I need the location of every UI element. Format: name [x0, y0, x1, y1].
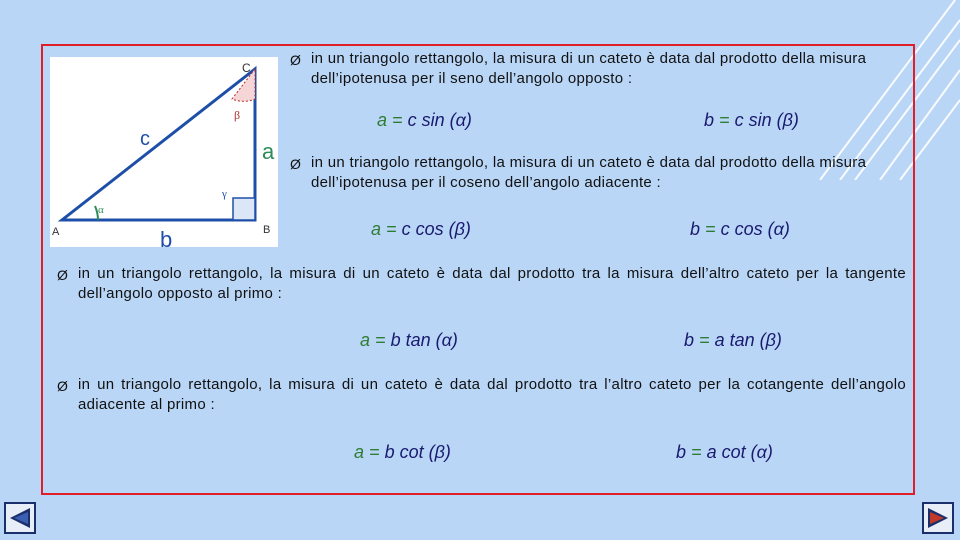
formula: b = c cos (α)	[690, 219, 790, 239]
rule-text: in un triangolo rettangolo, la misura di un cateto è data dal prodotto della misura dell’ipotenusa per il coseno dell’angolo adiacente :	[311, 154, 867, 191]
next-slide-button[interactable]	[922, 502, 954, 534]
angle-gamma-label: γ	[222, 188, 227, 200]
side-a-label: a	[262, 139, 275, 164]
arrow-left-icon	[4, 502, 36, 534]
bullet-marker: Ø	[290, 52, 301, 68]
angle-beta-label: β	[234, 108, 241, 122]
vertex-c-label: C	[242, 61, 251, 75]
vertex-a-label: A	[52, 226, 60, 238]
vertex-b-label: B	[263, 224, 271, 236]
formula: a = b cot (β)	[354, 442, 451, 462]
formula: a = c sin (α)	[377, 110, 472, 130]
formula: b = c sin (β)	[704, 110, 799, 130]
bullet-marker: Ø	[290, 156, 301, 172]
formula: a = c cos (β)	[371, 219, 471, 239]
side-c-label: c	[140, 128, 150, 150]
triangle-figure	[50, 57, 278, 247]
prev-slide-button[interactable]	[4, 502, 36, 534]
formula: a = b tan (α)	[360, 330, 458, 350]
arrow-right-icon	[922, 502, 954, 534]
formula: b = a cot (α)	[676, 442, 773, 462]
formula: b = a tan (β)	[684, 330, 782, 350]
bullet-marker: Ø	[57, 267, 68, 283]
bullet-marker: Ø	[57, 378, 68, 394]
rule-text: in un triangolo rettangolo, la misura di un cateto è data dal prodotto tra la misura dell’altro cateto per la tangente dell’angolo opposto al primo :	[78, 265, 906, 302]
rule-text: in un triangolo rettangolo, la misura di un cateto è data dal prodotto della misura dell’ipotenusa per il seno dell’angolo opposto :	[311, 50, 867, 87]
rule-text: in un triangolo rettangolo, la misura di un cateto è data dal prodotto tra l’altro cateto per la cotangente dell’angolo adiacente al primo :	[78, 376, 906, 413]
angle-alpha-label: α	[98, 204, 104, 216]
side-b-label: b	[160, 227, 173, 247]
